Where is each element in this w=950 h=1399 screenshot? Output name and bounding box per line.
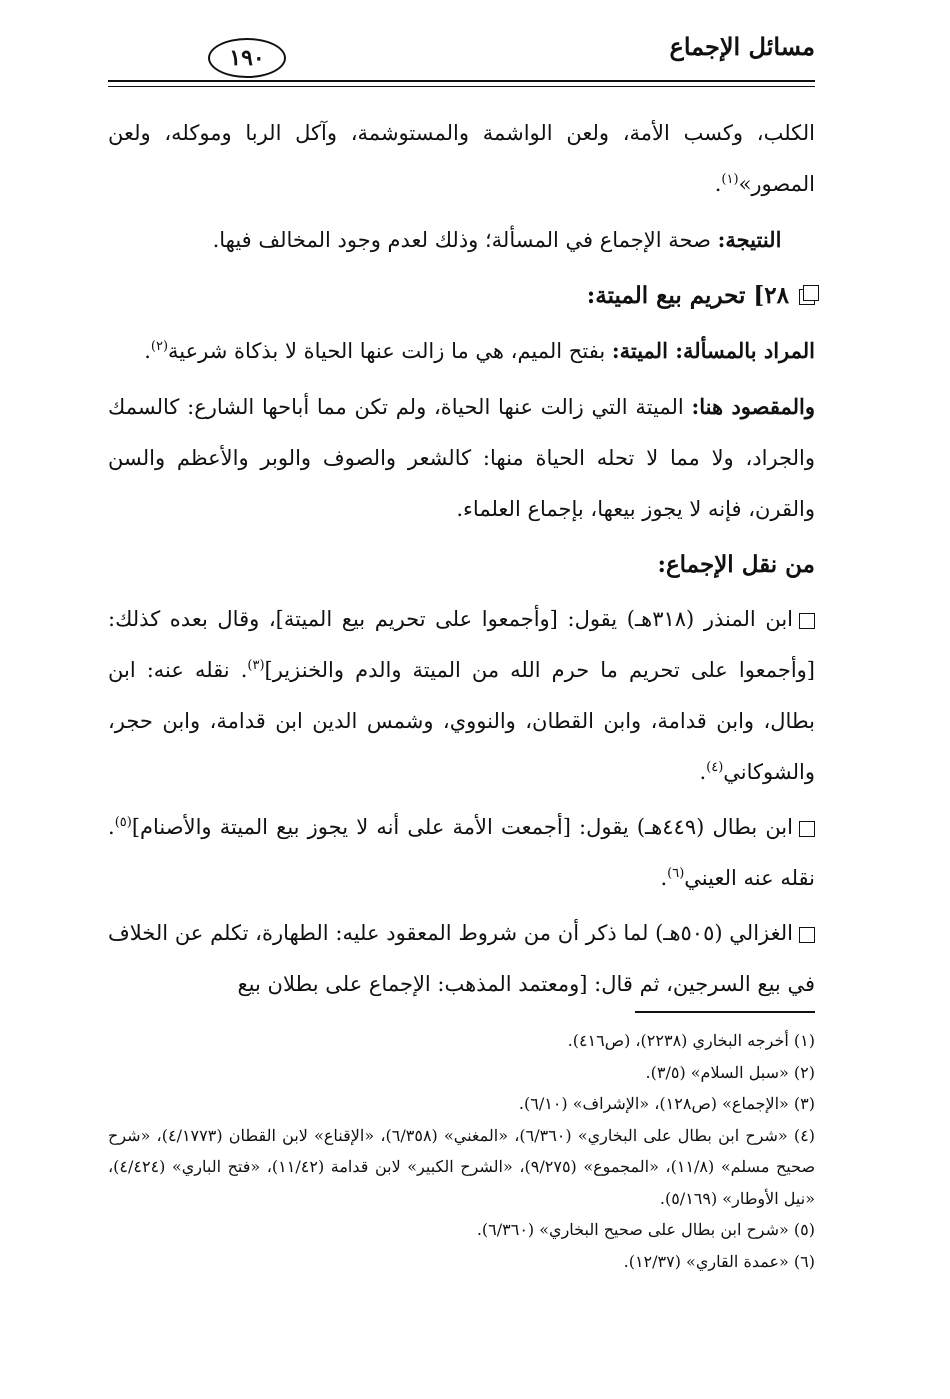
meaning-label: المراد بالمسألة: الميتة:	[611, 338, 815, 363]
section-heading: ٢٨] تحريم بيع الميتة:	[108, 270, 815, 321]
intended-label: والمقصود هنا:	[691, 394, 816, 419]
footnote-ref: (٣)	[247, 658, 265, 673]
quote-ibn-battal: ابن بطال (٤٤٩هـ) يقول: [أجمعت الأمة على أنه لا يجوز بيع الميتة والأصنام]$^{(٥)}$. نقله عنه العيني$^{(٦)}$.	[108, 815, 815, 890]
footnote-ref: (٥)	[114, 815, 132, 830]
paragraph-meaning: المراد بالمسألة: الميتة: بفتح الميم، هي ما زالت عنها الحياة لا بذكاة شرعية$^{(٢)}$.	[144, 338, 815, 363]
header-rule	[108, 80, 815, 82]
paragraph-hadith-end: الكلب، وكسب الأمة، ولعن الواشمة والمستوشمة، وآكل الربا وموكله، ولعن المصور»$^{(١)}$.	[108, 121, 815, 196]
transmission-heading: من نقل الإجماع:	[657, 551, 815, 578]
running-title: مسائل الإجماع	[669, 32, 815, 61]
checkbox-icon	[799, 821, 815, 837]
header-rule-thin	[108, 86, 815, 87]
footnote-ref: (١)	[721, 172, 739, 187]
footnote-ref: (٢)	[150, 339, 169, 354]
checkbox-icon	[799, 613, 815, 629]
page-header	[108, 30, 815, 92]
footnote-item: (٦) «عمدة القاري» (١٢/٣٧).	[623, 1251, 815, 1271]
copy-icon	[799, 289, 815, 305]
footnotes	[108, 1025, 815, 1277]
checkbox-icon	[799, 927, 815, 943]
paragraph-intended: والمقصود هنا: الميتة التي زالت عنها الحياة، ولم تكن مما أباحها الشارع: كالسمك والجراد، ولا مما لا تحله الحياة منها: كالشعر والصوف والوبر والأعظم والسن والقرن، فإنه لا يجوز بيعها، بإجماع العلماء.	[108, 394, 816, 521]
footnote-item: (٣) «الإجماع» (ص١٢٨)، «الإشراف» (٦/١٠).	[518, 1094, 815, 1113]
footnote-item: (٢) «سبل السلام» (٣/٥).	[645, 1062, 815, 1082]
quote-ghazali: الغزالي (٥٠٥هـ) لما ذكر أن من شروط المعقود عليه: الطهارة، تكلم عن الخلاف في بيع السرجين، ثم قال: [ومعتمد المذهب: الإجماع على بطلان بيع	[108, 921, 815, 996]
footnote-ref: (٦)	[667, 866, 685, 881]
paragraph-result: النتيجة: صحة الإجماع في المسألة؛ وذلك لعدم وجود المخالف فيها.	[212, 227, 782, 252]
footnote-item: (٤) «شرح ابن بطال على البخاري» (٦/٣٦٠)، «المغني» (٦/٣٥٨)، «الإقناع» لابن القطان (٤/١٧٧٣)، «شرح صحيح مسلم» (١١/٨)، «المجموع» (٩/٢٧٥)، «الشرح الكبير» لابن قدامة (١١/٤٢)، «فتح الباري» (٤/٤٢٤)، «نيل الأوطار» (٥/١٦٩).	[108, 1125, 816, 1208]
quote-ibn-almundhir: ابن المنذر (٣١٨هـ) يقول: [وأجمعوا على تحريم بيع الميتة]، وقال بعده كذلك: [وأجمعوا على تحريم ما حرم الله من الميتة والدم والخنزير]$^{(٣)}$. نقله عنه: ابن بطال، وابن قدامة، وابن القطان، والنووي، وشمس الدين ابن قدامة، وابن حجر، والشوكاني$^{(٤)}$.	[108, 607, 815, 784]
main-text	[108, 108, 815, 1014]
footnote-item: (١) أخرجه البخاري (٢٢٣٨)، (ص٤١٦).	[567, 1031, 815, 1050]
result-label: النتيجة:	[717, 227, 782, 252]
footnote-separator	[635, 1011, 815, 1013]
page-number: ١٩٠	[208, 38, 286, 78]
footnote-item: (٥) «شرح ابن بطال على صحيح البخاري» (٦/٣٦٠).	[476, 1220, 815, 1239]
footnote-ref: (٤)	[706, 760, 724, 775]
